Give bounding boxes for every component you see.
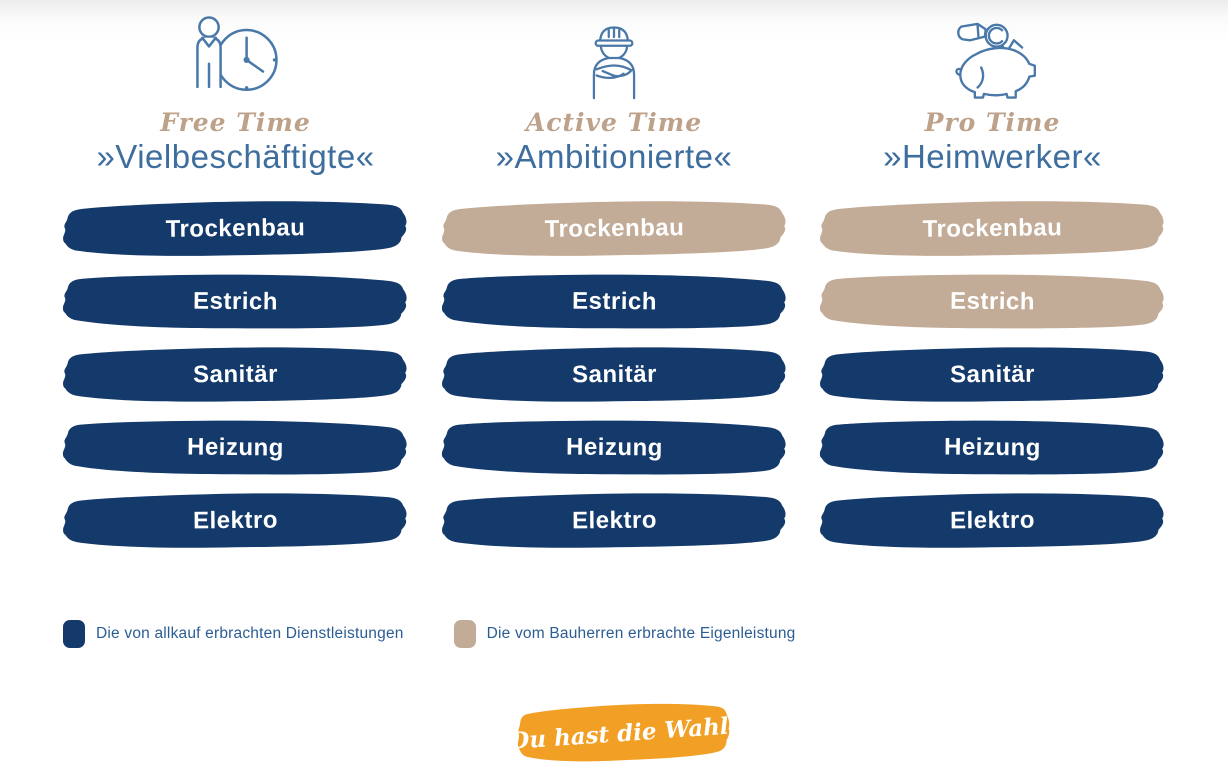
category-label: Elektro (192, 506, 279, 535)
category-label: Trockenbau (165, 214, 306, 244)
construction-worker-icon (566, 12, 662, 104)
legend-item-eigenleistung (454, 620, 796, 648)
persona-column-ambitionierte (441, 12, 788, 551)
category-label: Sanitär (571, 361, 657, 389)
persona-column-heimwerker (819, 12, 1166, 551)
bar-list (441, 199, 788, 551)
category-bar-elektro (819, 490, 1167, 553)
category-bar-trockenbau (62, 197, 410, 261)
legend (63, 620, 796, 648)
category-bar-estrich (62, 271, 410, 334)
persona-column-vielbeschaeftigte (62, 12, 409, 551)
time-label: Active Time (525, 108, 703, 137)
category-bar-elektro (62, 490, 410, 553)
category-bar-sanitaer (440, 344, 787, 406)
category-bar-heizung (62, 416, 410, 480)
category-bar-heizung (819, 416, 1167, 480)
category-bar-sanitaer (62, 344, 409, 406)
legend-label: Die von allkauf erbrachten Dienstleistungen (96, 625, 404, 642)
persona-title: »Vielbeschäftigte« (96, 138, 375, 175)
eigenleistung-swatch (454, 620, 476, 648)
category-label: Estrich (949, 287, 1036, 316)
persona-title: »Heimwerker« (883, 138, 1102, 175)
category-bar-estrich (440, 271, 788, 334)
category-label: Heizung (186, 433, 285, 462)
bar-list (62, 199, 409, 551)
category-bar-trockenbau (819, 197, 1167, 261)
category-bar-estrich (819, 271, 1167, 334)
choice-badge-label: Du hast die Wahl! (508, 711, 740, 755)
time-label: Pro Time (924, 108, 1061, 137)
legend-item-allkauf (63, 620, 404, 648)
category-label: Heizung (943, 433, 1042, 462)
legend-label: Die vom Bauherren erbrachte Eigenleistung (486, 625, 796, 642)
category-bar-elektro (440, 490, 788, 553)
category-label: Trockenbau (543, 214, 685, 244)
category-label: Elektro (571, 506, 657, 535)
category-label: Sanitär (192, 361, 279, 389)
piggy-bank-icon (943, 12, 1043, 104)
allkauf-swatch (63, 620, 85, 648)
category-bar-sanitaer (819, 344, 1166, 406)
category-label: Elektro (949, 506, 1036, 535)
category-bar-trockenbau (440, 197, 788, 261)
category-label: Estrich (192, 287, 279, 316)
category-label: Trockenbau (922, 214, 1063, 244)
category-label: Estrich (571, 287, 657, 316)
person-clock-icon (183, 12, 289, 104)
choice-badge (508, 698, 740, 767)
category-label: Heizung (565, 433, 663, 462)
persona-columns (62, 12, 1166, 551)
category-bar-heizung (440, 416, 788, 480)
persona-title: »Ambitionierte« (495, 138, 733, 175)
time-label: Free Time (160, 108, 311, 137)
category-label: Sanitär (949, 361, 1036, 389)
bar-list (819, 199, 1166, 551)
